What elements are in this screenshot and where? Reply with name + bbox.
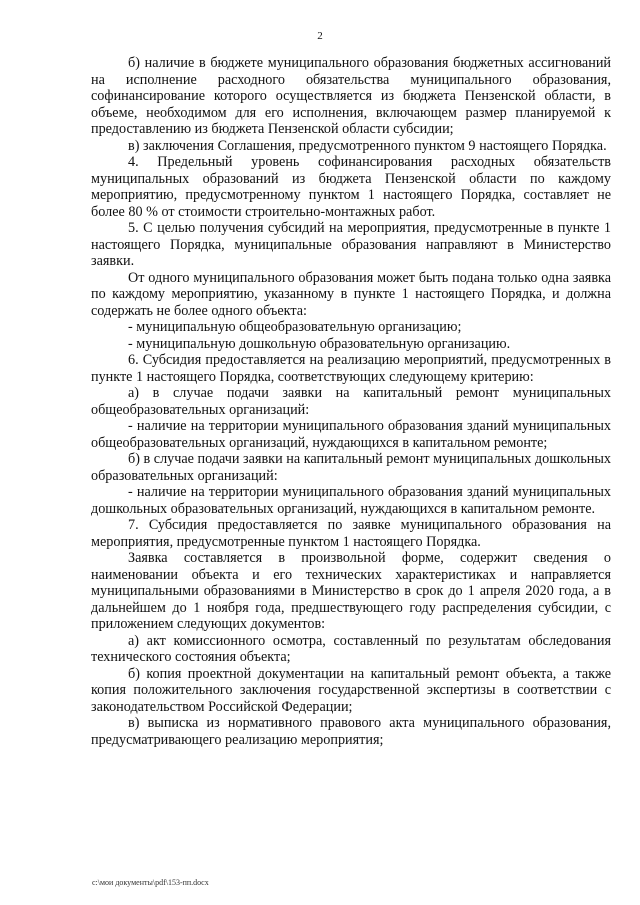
paragraph: б) копия проектной документации на капитальный ремонт объекта, а также копия положительного заключения государственной экспертизы в соответствии с законодательством Российской Федерации; [91, 665, 611, 715]
paragraph: в) выписка из нормативного правового акта муниципального образования, предусматривающего реализацию мероприятия; [91, 715, 611, 748]
paragraph: б) наличие в бюджете муниципального образования бюджетных ассигнований на исполнение расходного обязательства муниципального образования, софинансирование которого осуществляется из бюджета Пензенской области, в объеме, необходимом для его исполнения, включающем размер планируемой к предоставлению из бюджета Пензенской области субсидии; [91, 55, 611, 137]
paragraph: 6. Субсидия предоставляется на реализацию мероприятий, предусмотренных в пункте 1 настоящего Порядка, соответствующих следующему критерию: [91, 352, 611, 385]
paragraph: 4. Предельный уровень софинансирования расходных обязательств муниципальных образований из бюджета Пензенской области по каждому мероприятию, предусмотренному пунктом 1 настоящего Порядка, составляет не более 80 % от стоимости строительно-монтажных работ. [91, 154, 611, 220]
paragraph: - муниципальную дошкольную образовательную организацию. [128, 335, 511, 352]
paragraph: - муниципальную общеобразовательную организацию; [128, 319, 462, 335]
paragraph: - наличие на территории муниципального образования зданий муниципальных дошкольных образовательных организаций, нуждающихся в капитальном ремонте. [91, 484, 611, 517]
paragraph: 5. С целью получения субсидий на мероприятия, предусмотренные в пункте 1 настоящего Порядка, муниципальные образования направляют в Министерство заявки. [91, 220, 611, 269]
page-number: 2 [317, 30, 323, 42]
paragraph: а) в случае подачи заявки на капитальный ремонт муниципальных общеобразовательных организаций: [91, 385, 611, 418]
footer-file-path: c:\мои документы\pdf\153-пп.docx [92, 878, 209, 887]
document-body [91, 55, 611, 748]
paragraph: Заявка составляется в произвольной форме, содержит сведения о наименовании объекта и его технических характеристиках и направляется муниципальными образованиями в Министерство в срок до 1 апреля 2020 года, а в дальнейшем до 1 ноября года, предшествующего году распределения субсидии, с приложением следующих документов: [91, 550, 611, 632]
paragraph: 7. Субсидия предоставляется по заявке муниципального образования на мероприятия, предусмотренные пунктом 1 настоящего Порядка. [91, 517, 611, 550]
paragraph: От одного муниципального образования может быть подана только одна заявка по каждому мероприятию, указанному в пункте 1 настоящего Порядка, и должна содержать не более одного объекта: [91, 269, 611, 319]
paragraph: - наличие на территории муниципального образования зданий муниципальных общеобразовательных организаций, нуждающихся в капитальном ремонте; [91, 418, 611, 451]
paragraph: а) акт комиссионного осмотра, составленный по результатам обследования технического состояния объекта; [91, 632, 611, 665]
paragraph: б) в случае подачи заявки на капитальный ремонт муниципальных дошкольных образовательных организаций: [91, 451, 611, 484]
paragraph: в) заключения Соглашения, предусмотренного пунктом 9 настоящего Порядка. [128, 137, 607, 154]
